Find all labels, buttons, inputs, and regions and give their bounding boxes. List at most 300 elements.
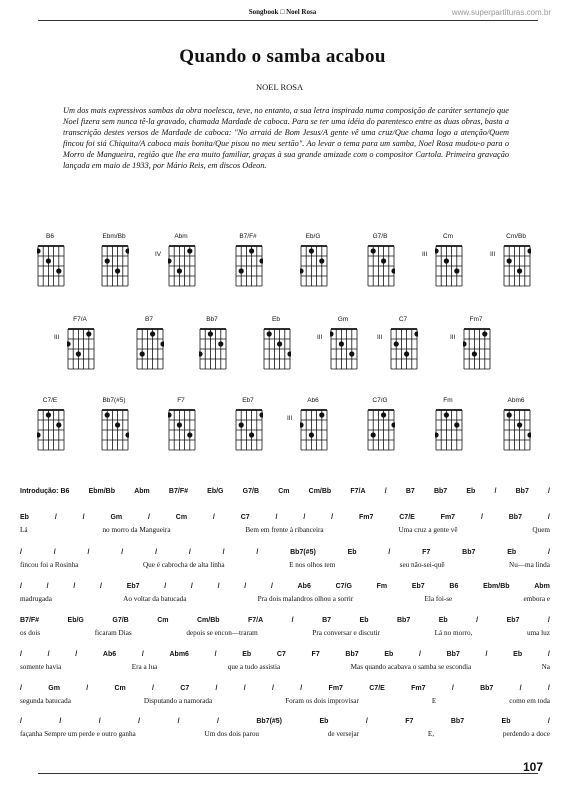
chord-symbol: Eb7	[506, 617, 520, 624]
chord-symbol: B7	[405, 488, 415, 495]
chord-name: G7/B	[372, 233, 388, 240]
chord-symbol: Bb7	[396, 617, 411, 624]
finger-dot	[160, 341, 164, 346]
finger-dot	[319, 412, 324, 417]
finger-dot	[86, 331, 91, 336]
chord-symbol: /	[20, 651, 22, 658]
lyric-fragment: Um dos dois parou	[204, 730, 260, 738]
chord-grid	[67, 328, 95, 370]
chord-symbol: Eb	[513, 651, 523, 658]
finger-dot	[239, 268, 244, 273]
chord-symbol: Ab6	[297, 583, 311, 590]
finger-dot	[199, 351, 203, 356]
lyric-line	[20, 595, 550, 603]
chord-grid	[435, 245, 463, 287]
chord-symbol: B6	[449, 583, 459, 590]
chord-name: Eb	[272, 316, 280, 323]
chord-symbol: /	[291, 617, 294, 624]
watermark: www.superpartituras.com.br	[451, 8, 551, 17]
finger-dot	[517, 268, 522, 273]
chord-symbol: /	[212, 514, 215, 521]
chord-symbol: B7/F#	[168, 488, 188, 495]
chord-symbol: Eb	[319, 718, 329, 725]
chord-symbol: /	[519, 685, 522, 692]
lyric-fragment: Que é cabrocha de alta linha	[142, 561, 225, 569]
chord-symbol: /	[75, 651, 78, 658]
chord-symbol: /	[121, 549, 124, 556]
chord-symbol: Ebm/Bb	[483, 583, 510, 590]
finger-dot	[391, 422, 395, 427]
finger-dot	[309, 432, 314, 437]
finger-dot	[349, 351, 354, 356]
lyric-fragment: os dois	[20, 629, 41, 637]
finger-dot	[463, 341, 467, 346]
chord-symbol: /	[46, 583, 49, 590]
lyric-line	[20, 663, 550, 671]
chord-symbol: F7/A	[248, 617, 264, 624]
lyric-fragment: E nos olhos tem	[289, 561, 336, 569]
chord-symbol: /	[547, 549, 550, 556]
finger-dot	[150, 331, 155, 336]
finger-dot	[527, 432, 531, 437]
chord-symbol: /	[73, 583, 76, 590]
chord-name: Eb7	[242, 397, 254, 404]
finger-dot	[309, 248, 314, 253]
chord-symbol: Bb7(#5)	[256, 718, 283, 725]
chord-grid	[330, 328, 358, 370]
chord-name: Eb/G	[305, 233, 321, 240]
chord-symbol: C7/E	[369, 685, 385, 692]
lyric-fragment: somente havia	[20, 663, 62, 671]
chord-line	[20, 685, 550, 692]
chord-symbol: /	[100, 583, 102, 590]
finger-dot	[444, 258, 449, 263]
chord-symbol: /	[275, 514, 278, 521]
chord-symbol: /	[190, 583, 193, 590]
chord-symbol: Bb7(#5)	[290, 549, 316, 556]
finger-dot	[371, 432, 376, 437]
lyric-fragment: façanha Sempre um perde e outro ganha	[20, 730, 136, 738]
chord-symbol: Eb	[507, 549, 517, 556]
lyric-fragment: Quem	[532, 526, 550, 534]
chord-symbol: Cm	[278, 488, 290, 495]
lyric-line	[20, 629, 550, 637]
chord-name: Ebm/Bb	[102, 233, 126, 240]
finger-dot	[435, 432, 439, 437]
page-number: 107	[522, 760, 543, 774]
chord-symbol: Eb	[501, 718, 511, 725]
finger-dot	[527, 248, 531, 253]
finger-dot	[277, 341, 282, 346]
finger-dot	[125, 432, 129, 437]
chord-symbol: /	[384, 488, 387, 495]
chord-symbol: /	[418, 651, 421, 658]
chord-grid	[37, 409, 65, 451]
chord-symbol: /	[476, 617, 479, 624]
fret-marker: III	[422, 251, 428, 258]
chord-symbol: /	[256, 549, 259, 556]
chord-symbol: Bb7	[433, 488, 448, 495]
chord-symbol: /	[303, 514, 306, 521]
chord-name: Fm7	[469, 316, 483, 323]
lyric-fragment: Pra conversar e discutir	[312, 629, 381, 637]
chord-symbol: /	[87, 549, 90, 556]
chord-symbol: Eb	[20, 514, 29, 521]
chord-symbol: Fm7	[358, 514, 374, 521]
lyric-line	[20, 526, 550, 534]
lyric-fragment: Foram os dois improvisar	[285, 697, 359, 705]
chord-symbol: /	[222, 549, 225, 556]
lyric-fragment: perdendo a doce	[502, 730, 550, 738]
chord-symbol: Cm	[175, 514, 188, 521]
chord-symbol: Abm6	[169, 651, 189, 658]
chord-symbol: /	[141, 651, 144, 658]
chord-grid	[101, 245, 129, 287]
finger-dot	[330, 331, 334, 336]
finger-dot	[444, 412, 449, 417]
chord-symbol: /	[365, 718, 368, 725]
chord-symbol: /	[82, 514, 85, 521]
fret-marker: III	[490, 251, 496, 258]
book-name: Songbook	[248, 8, 279, 16]
finger-dot	[187, 248, 192, 253]
lyric-line	[20, 561, 550, 569]
chord-symbol: Cm	[157, 617, 169, 624]
lyric-fragment: como em toda	[509, 697, 550, 705]
chord-name: F7/A	[73, 316, 87, 323]
finger-dot	[381, 258, 386, 263]
chord-symbol: Fm	[376, 583, 388, 590]
finger-dot	[482, 331, 487, 336]
lyric-fragment: seu não-sei-quê	[399, 561, 445, 569]
chord-symbol: /	[494, 488, 497, 495]
chord-symbol: Eb7	[411, 583, 425, 590]
lyric-line	[20, 697, 550, 705]
chord-symbol: /	[547, 651, 550, 658]
finger-dot	[249, 432, 254, 437]
chord-symbol: Bb7	[446, 651, 460, 658]
lyric-fragment: Lá no morro,	[434, 629, 473, 637]
lyric-fragment: segunda batucada	[20, 697, 71, 705]
lyric-fragment: Bem em frente à ribanceira	[245, 526, 324, 534]
chord-symbol: Fm7	[411, 685, 426, 692]
lyric-line	[20, 730, 550, 738]
finger-dot	[105, 412, 110, 417]
song-title: Quando o samba acabou	[179, 46, 386, 67]
chord-name: F7	[177, 397, 185, 404]
chord-symbol: Gm	[110, 514, 123, 521]
chord-symbol: /	[547, 718, 550, 725]
chord-symbol: C7	[180, 685, 190, 692]
chord-symbol: /	[217, 583, 220, 590]
chord-symbol: /	[20, 718, 22, 725]
header-separator: □	[280, 8, 285, 16]
fret-marker: III	[450, 334, 456, 341]
chord-grid	[235, 409, 263, 451]
chord-grid	[503, 409, 531, 451]
chord-symbol: C7/G	[335, 583, 352, 590]
finger-dot	[319, 258, 324, 263]
finger-dot	[168, 412, 172, 417]
chord-symbol: /	[388, 549, 391, 556]
finger-dot	[414, 331, 418, 336]
finger-dot	[218, 341, 223, 346]
chord-name: C7/G	[372, 397, 388, 404]
lyric-fragment: que a tudo assistia	[227, 663, 281, 671]
chord-name: B6	[46, 233, 54, 240]
finger-dot	[239, 422, 244, 427]
chord-grid	[463, 328, 491, 370]
lyric-fragment: uma luz	[527, 629, 550, 637]
finger-dot	[371, 248, 376, 253]
lyric-fragment: E	[431, 697, 437, 705]
chord-symbol: Eb	[347, 549, 357, 556]
chord-symbol: /	[188, 549, 191, 556]
chord-symbol: Eb/G	[67, 617, 84, 624]
chord-grid	[300, 245, 328, 287]
finger-dot	[507, 258, 512, 263]
chord-grid	[263, 328, 291, 370]
chord-symbol: F7	[422, 549, 431, 556]
chord-symbol: /	[244, 583, 247, 590]
lyric-fragment: madrugada	[20, 595, 52, 603]
fret-marker: III	[287, 415, 293, 422]
finger-dot	[454, 268, 459, 273]
chord-name: Bb7(#5)	[102, 397, 126, 404]
finger-dot	[381, 412, 386, 417]
chord-symbol: Abm	[134, 488, 150, 495]
chord-grid	[37, 245, 65, 287]
lyric-fragment: fincou foi a Rosinha	[20, 561, 79, 569]
finger-dot	[267, 331, 272, 336]
chord-grid	[367, 245, 395, 287]
finger-dot	[339, 341, 344, 346]
chord-grid	[300, 409, 328, 451]
chord-symbol: Bb7	[480, 685, 494, 692]
chord-name: Cm	[442, 233, 454, 240]
finger-dot	[208, 331, 213, 336]
chord-symbol: C7	[276, 651, 286, 658]
chord-name: Ab6	[307, 397, 319, 404]
chord-symbol: Cm	[114, 685, 126, 692]
chord-grid	[503, 245, 531, 287]
fret-marker: III	[377, 334, 383, 341]
lyric-fragment: Ao voltar da batucada	[123, 595, 187, 603]
chord-name: Cm/Bb	[506, 233, 526, 240]
chord-symbol: /	[243, 685, 246, 692]
chord-symbol: Abm	[534, 583, 550, 590]
lyric-fragment: Pra dois malandros olhou a sorrir	[257, 595, 354, 603]
chord-grid	[168, 409, 196, 451]
finger-dot	[76, 351, 81, 356]
chord-name: B7	[145, 316, 153, 323]
chord-name: B7/F#	[239, 233, 257, 240]
lyric-fragment: Ela foi-se	[424, 595, 453, 603]
lyric-fragment: depois se encon—traram	[186, 629, 258, 637]
chord-symbol: F7	[405, 718, 414, 725]
finger-dot	[391, 268, 395, 273]
chord-symbol: /	[480, 514, 483, 521]
lyric-fragment: de versejar	[327, 730, 360, 738]
chord-symbol: B7	[322, 617, 332, 624]
chord-symbol: Ab6	[102, 651, 117, 658]
chord-line	[20, 514, 550, 521]
chord-grid	[101, 409, 129, 451]
finger-dot	[287, 351, 291, 356]
finger-dot	[187, 432, 192, 437]
chord-symbol: G7/B	[112, 617, 129, 624]
finger-dot	[177, 268, 182, 273]
chord-symbol: /	[215, 685, 218, 692]
chord-symbol: Bb7	[508, 514, 522, 521]
chord-grid	[390, 328, 418, 370]
finger-dot	[435, 248, 439, 253]
chord-line	[20, 617, 550, 624]
chord-symbol: /	[20, 685, 22, 692]
finger-dot	[249, 248, 254, 253]
footer-rule	[38, 773, 538, 774]
chord-symbol: /	[20, 549, 22, 556]
finger-dot	[168, 258, 172, 263]
finger-dot	[454, 422, 459, 427]
chord-symbol: /	[270, 583, 273, 590]
intro-paragraph: Um dos mais expressivos sambas da obra noelesca, teve, no entanto, a sua letra inspirada numa composição de caráter sertanejo que Noel fizera sem nunca tê-la gravado, chamada Mardade de caboca. Para se ter uma idéia do parentesco entre as duas obras, basta a transcrição destes versos de Mardade de caboca: "No arraiá de Bom Jesus/A gente vê uma cruz/Que chama logo a atenção/Quem fincou foi siá Chiquita/A caboca mais bonita/Que pisou no meu sertão". Ao levar o tema para um samba, Noel Rosa mudou-o para o Morro de Mangueira, região que lhe era muito familiar, graças à sua grande amizade com o compositor Cartola. Primeira gravação lançada em maio de 1933, por Mário Reis, em discos Odeon.	[63, 106, 509, 170]
finger-dot	[56, 268, 61, 273]
chord-symbol: Cm/Bb	[196, 617, 220, 624]
chord-symbol: /	[547, 514, 550, 521]
chord-symbol: Eb	[359, 617, 369, 624]
chord-symbol: Ebm/Bb	[88, 488, 116, 495]
chord-symbol: /	[86, 685, 89, 692]
chord-symbol: /	[54, 514, 57, 521]
chord-line	[20, 488, 550, 495]
chord-grid	[435, 409, 463, 451]
finger-dot	[37, 432, 41, 437]
finger-dot	[259, 412, 263, 417]
chord-symbol: /	[59, 718, 62, 725]
lyric-fragment: Na	[541, 663, 550, 671]
chord-symbol: /	[331, 514, 334, 521]
header-rule	[38, 20, 538, 21]
chord-symbol: /	[138, 718, 141, 725]
chord-symbol: B7/F#	[20, 617, 40, 624]
chord-symbol: Eb	[466, 488, 476, 495]
chord-name: Gm	[337, 316, 349, 323]
chord-symbol: /	[98, 718, 101, 725]
finger-dot	[67, 341, 71, 346]
chord-symbol: /	[53, 549, 56, 556]
lyric-fragment: Nu—ma linda	[509, 561, 550, 569]
chord-symbol: Bb7	[345, 651, 359, 658]
lyric-fragment: Era a lua	[131, 663, 158, 671]
chord-name: C7/E	[42, 397, 58, 404]
chord-symbol: /	[152, 685, 154, 692]
chord-symbol: F7/A	[350, 488, 366, 495]
chord-symbol: /	[300, 685, 303, 692]
finger-dot	[517, 422, 522, 427]
chord-grid	[367, 409, 395, 451]
chord-symbol: Cm/Bb	[308, 488, 332, 495]
lyric-fragment: E,	[427, 730, 435, 738]
chord-symbol: Introdução: B6	[20, 488, 70, 495]
finger-dot	[507, 412, 512, 417]
chord-symbol: /	[485, 651, 488, 658]
finger-dot	[259, 258, 263, 263]
chord-symbol: /	[155, 549, 158, 556]
finger-dot	[115, 268, 120, 273]
fret-marker: III	[317, 334, 323, 341]
finger-dot	[115, 422, 120, 427]
chord-symbol: /	[147, 514, 150, 521]
chord-symbol: /	[177, 718, 180, 725]
chord-symbol: F7	[311, 651, 320, 658]
chord-symbol: /	[451, 685, 454, 692]
chord-line	[20, 651, 550, 658]
chord-symbol: Gm	[48, 685, 60, 692]
chord-symbol: /	[216, 718, 219, 725]
chord-grid	[168, 245, 196, 287]
composer-name: NOEL ROSA	[256, 82, 304, 92]
chord-symbol: Eb	[242, 651, 252, 658]
chord-symbol: /	[547, 617, 550, 624]
finger-dot	[46, 258, 51, 263]
chord-symbol: Eb	[438, 617, 448, 624]
finger-dot	[46, 412, 51, 417]
finger-dot	[125, 248, 129, 253]
chord-name: C7	[398, 316, 408, 323]
chord-symbol: Bb7	[462, 549, 476, 556]
finger-dot	[394, 341, 399, 346]
chord-name: Bb7	[206, 316, 218, 323]
finger-dot	[472, 351, 477, 356]
chord-symbol: Bb7	[450, 718, 465, 725]
chord-symbol: /	[47, 651, 50, 658]
lyric-fragment: Disputando a namorada	[143, 697, 213, 705]
chord-symbol: /	[272, 685, 274, 692]
chord-symbol: Fm7	[328, 685, 343, 692]
chord-line	[20, 718, 550, 725]
chord-name: Abm	[174, 233, 188, 240]
finger-dot	[105, 258, 110, 263]
chord-symbol: G7/B	[242, 488, 260, 495]
artist-name: Noel Rosa	[286, 8, 317, 16]
chord-symbol: /	[214, 651, 217, 658]
lyric-fragment: no morro da Mangueira	[102, 526, 171, 534]
lyric-fragment: ficaram Dias	[94, 629, 132, 637]
chord-symbol: /	[20, 583, 22, 590]
chord-symbol: C7	[240, 514, 250, 521]
chord-grid	[199, 328, 227, 370]
lyric-fragment: Mas quando acabava o samba se escondia	[350, 663, 472, 671]
chord-line	[20, 583, 550, 590]
chord-symbol: /	[547, 685, 550, 692]
chord-symbol: Bb7	[515, 488, 529, 495]
chord-symbol: Eb/G	[207, 488, 224, 495]
lyric-fragment: Lá	[20, 526, 28, 534]
chord-symbol: C7/E	[399, 514, 415, 521]
finger-dot	[56, 422, 61, 427]
fret-marker: IV	[155, 251, 162, 258]
chord-symbol: Fm7	[440, 514, 456, 521]
chord-grid	[136, 328, 164, 370]
finger-dot	[300, 422, 304, 427]
chord-name: Abm6	[507, 397, 525, 404]
finger-dot	[404, 351, 409, 356]
finger-dot	[140, 351, 145, 356]
lyric-fragment: embora e	[523, 595, 550, 603]
chord-name: Fm	[443, 397, 453, 404]
chord-symbol: /	[164, 583, 167, 590]
